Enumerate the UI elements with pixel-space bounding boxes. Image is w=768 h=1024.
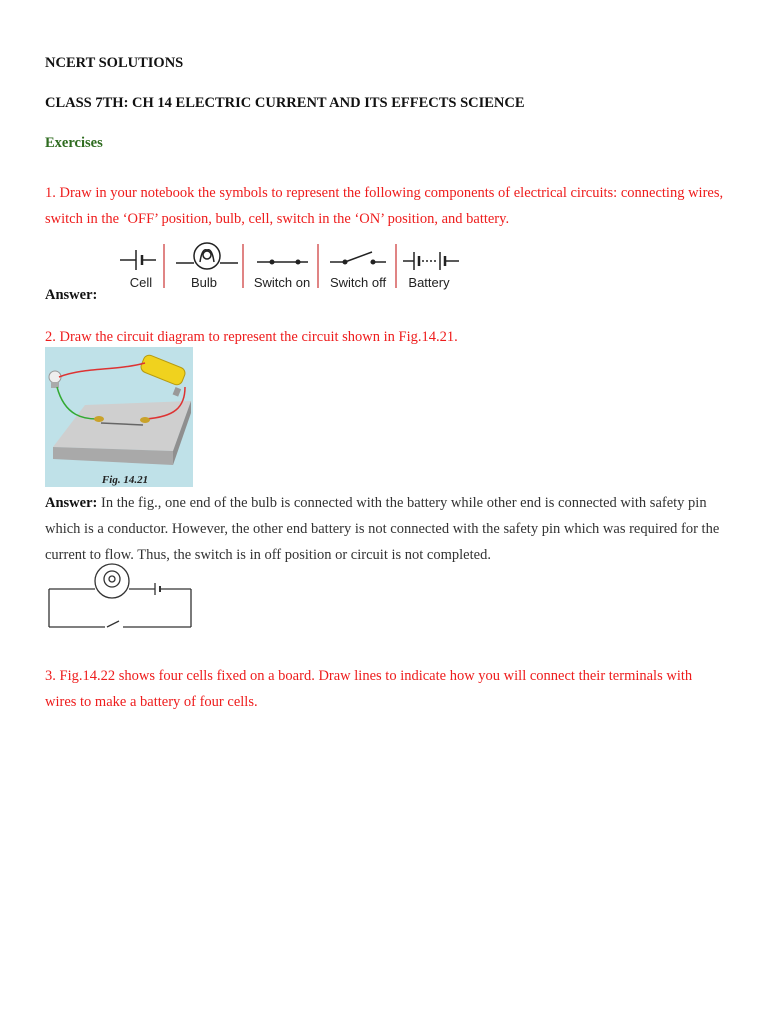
symbol-label-battery: Battery: [408, 275, 450, 290]
question-1: 1. Draw in your notebook the symbols to represent the following components of electrical circuits: connecting wires, switch in the ‘OFF’ position, bulb, cell, switch in the ‘ON’ position, and battery.: [45, 185, 724, 227]
symbol-label-bulb: Bulb: [190, 275, 218, 290]
figure-caption: Fig. 14.21: [101, 474, 149, 486]
answer-2: [45, 490, 725, 568]
switch-on-symbol: [257, 260, 308, 264]
battery-symbol: [403, 252, 459, 270]
symbol-label-cell: Cell: [129, 275, 153, 290]
circuit-symbols-figure: [112, 238, 464, 296]
document-subtitle: CLASS 7TH: CH 14 ELECTRIC CURRENT AND ITS EFFECTS SCIENCE: [45, 95, 525, 111]
answer-circuit-diagram: [45, 561, 195, 633]
bulb-symbol: [176, 243, 238, 269]
answer-1-label: Answer:: [45, 287, 98, 303]
question-3: 3. Fig.14.22 shows four cells fixed on a board. Draw lines to indicate how you will connect their terminals with wires to make a battery of four cells.: [45, 668, 693, 710]
answer-2-label: Answer:: [45, 495, 98, 511]
section-heading: Exercises: [45, 135, 103, 151]
symbol-label-switch-off: Switch off: [329, 275, 387, 290]
answer-2-text: In the fig., one end of the bulb is connected with the battery while other end is connected with safety pin which is a conductor. However, the other end battery is not connected with the safety pin which was required for the current to flow. Thus, the switch is in off position or circuit is not completed.: [45, 495, 720, 563]
switch-off-symbol: [330, 252, 386, 264]
question-2: 2. Draw the circuit diagram to represent the circuit shown in Fig.14.21.: [45, 329, 458, 345]
symbol-label-switch-on: Switch on: [253, 275, 311, 290]
cell-symbol: [120, 250, 156, 270]
document-title: NCERT SOLUTIONS: [45, 55, 184, 71]
figure-14-21: [45, 347, 193, 487]
